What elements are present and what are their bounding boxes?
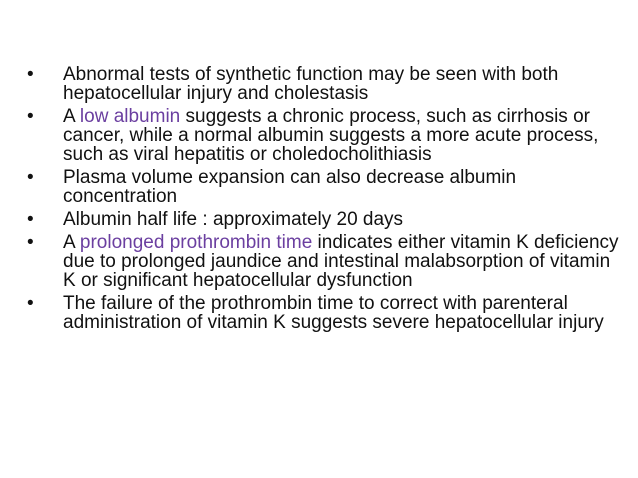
bullet-text: Abnormal tests of synthetic function may be seen with both hepatocellular injury and cholestasis xyxy=(63,64,559,104)
bullet-item xyxy=(27,210,627,229)
bullet-text: Albumin half life : approximately 20 days xyxy=(63,209,404,230)
bullet-dot: • xyxy=(27,293,34,314)
bullet-text: The failure of the prothrombin time to correct with parenteral administration of vitamin K suggests severe hepatocellular injury xyxy=(63,293,604,333)
bullet-item xyxy=(27,233,627,290)
bullet-text: suggests a chronic process, such as cirrhosis or cancer, while a normal albumin suggests a more acute process, such as viral hepatitis or choledocholithiasis xyxy=(63,106,599,165)
bullet-list xyxy=(27,65,627,336)
bullet-text: A xyxy=(63,232,80,253)
highlighted-term-low-albumin: low albumin xyxy=(79,106,181,127)
bullet-item xyxy=(27,294,627,332)
bullet-item xyxy=(27,65,627,103)
bullet-item xyxy=(27,107,627,164)
bullet-dot: • xyxy=(27,167,34,188)
bullet-dot: • xyxy=(27,209,34,230)
bullet-dot: • xyxy=(27,232,34,253)
bullet-dot: • xyxy=(27,64,34,85)
bullet-item xyxy=(27,168,627,206)
bullet-text: indicates either vitamin K deficiency due to prolonged jaundice and intestinal malabsorption of vitamin K or significant hepatocellular dysfunction xyxy=(63,232,619,291)
bullet-text: A xyxy=(63,106,80,127)
highlighted-term-prolonged-prothrombin-time: prolonged prothrombin time xyxy=(79,232,313,253)
bullet-text: Plasma volume expansion can also decrease albumin concentration xyxy=(63,167,517,207)
bullet-dot: • xyxy=(27,106,34,127)
